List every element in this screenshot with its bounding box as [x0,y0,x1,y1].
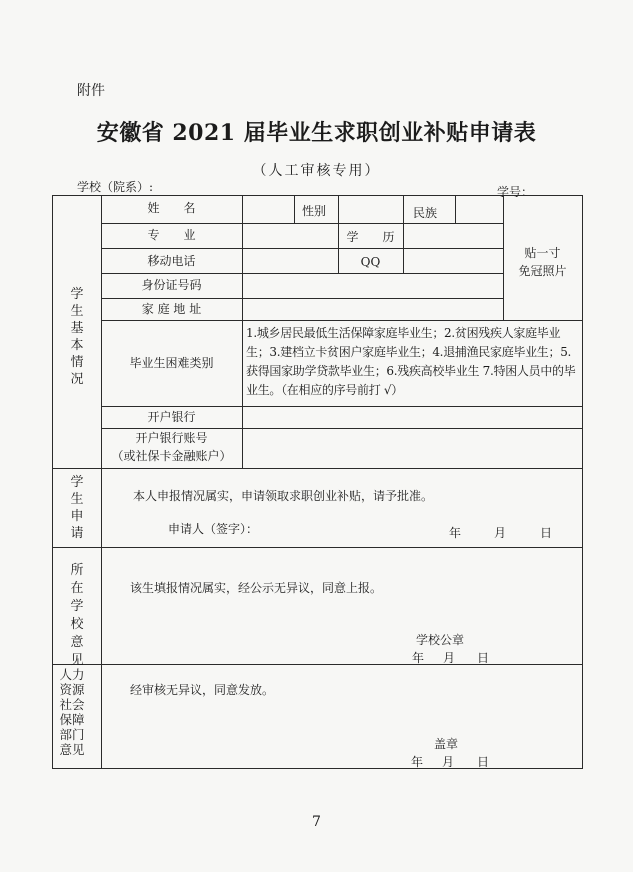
date-year: 年 [412,651,425,665]
section-label-student-application: 学生申请 [70,475,84,541]
row-line [101,248,503,249]
student-statement: 本人申报情况属实，申请领取求职创业补贴，请予批准。 [133,489,434,503]
row-line [101,223,503,224]
hardship-category-options[interactable]: 1.城乡居民最低生活保障家庭毕业生；2.贫困残疾人家庭毕业生；3.建档立卡贫困户家庭毕业生；4.退捕渔民家庭毕业生；5.获得国家助学贷款毕业生；6.残疾高校毕业生 7.特困人员中的毕业生。（在相应的序号前打 √） [246,326,576,397]
row-line [101,273,503,274]
name-label: 姓 名 [147,201,196,215]
col-line [455,195,456,223]
applicant-signature-label[interactable]: 申请人（签字）： [168,522,259,536]
row-line [52,664,583,665]
school-seal-label: 学校公章 [416,633,465,647]
row-line [101,406,582,407]
date-day: 日 [540,526,553,540]
attachment-label: 附件 [77,83,105,99]
photo-box[interactable] [504,196,582,320]
date-month: 月 [442,755,455,769]
row-line [101,298,503,299]
col-line [294,195,295,223]
col-line [242,195,243,468]
row-line [101,320,582,321]
col-line [403,195,404,273]
hardship-category-label: 毕业生困难类别 [129,356,214,370]
photo-label-line2: 免冠照片 [518,264,567,278]
home-address-label: 家 庭 地 址 [141,302,202,316]
table-border-right [582,195,583,768]
school-statement: 该生填报情况属实，经公示无异议，同意上报。 [130,581,383,595]
section-label-school-opinion: 所在学校意见 [70,563,84,668]
hr-statement: 经审核无异议，同意发放。 [130,683,275,697]
row-line [101,428,582,429]
row-line [52,468,583,469]
mobile-label: 移动电话 [147,254,196,268]
gender-label: 性别 [302,204,327,218]
ethnicity-label: 民族 [413,206,438,220]
row-line [52,547,583,548]
table-border-left [52,195,53,768]
bank-account-label-line2: （或社保卡金融账户） [111,449,232,463]
section-label-hr-opinion: 人力资源社会保障部门意见 [59,667,85,757]
date-day: 日 [477,651,490,665]
school-label: 学校（院系）: [77,180,154,194]
table-border-bottom [52,768,583,769]
page-number: 7 [312,814,321,830]
date-month: 月 [494,526,507,540]
bank-label: 开户银行 [147,410,196,424]
photo-label-line1: 贴一寸 [524,246,561,260]
date-day: 日 [477,755,490,769]
col-line [338,195,339,223]
date-year: 年 [449,526,462,540]
section-label-basic-info: 学生基本情况 [70,287,84,387]
id-number-label: 身份证号码 [141,278,202,292]
education-label: 学 历 [346,230,395,244]
qq-label: QQ [360,255,381,269]
hr-seal-label: 盖章 [434,737,459,751]
bank-account-label-line1: 开户银行账号 [135,431,208,445]
date-year: 年 [411,755,424,769]
major-label: 专 业 [147,228,196,242]
form-subtitle: （人工审核专用） [252,163,381,179]
date-month: 月 [443,651,456,665]
form-title: 安徽省 2021 届毕业生求职创业补贴申请表 [96,120,537,146]
student-number-label: 学号： [497,185,534,199]
